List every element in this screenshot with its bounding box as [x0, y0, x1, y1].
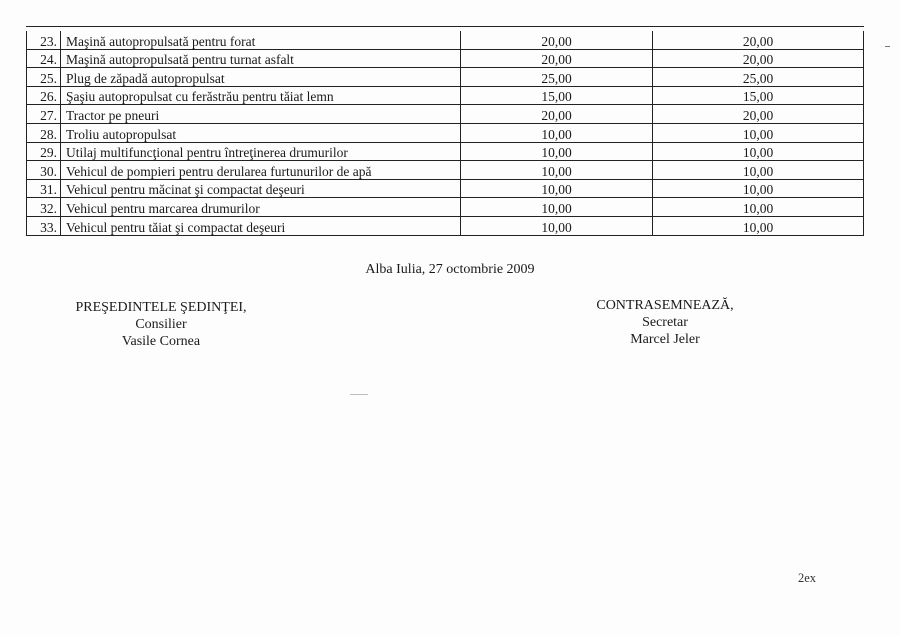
row-number: 33. — [27, 217, 61, 235]
table-row — [26, 105, 864, 124]
vehicle-name: Vehicul pentru tăiat şi compactat deşeuri — [61, 217, 461, 235]
value-column-1: 10,00 — [461, 161, 653, 179]
value-column-1: 10,00 — [461, 198, 653, 216]
table-row — [26, 124, 864, 143]
signature-block-president — [66, 299, 256, 350]
vehicles-table — [26, 31, 864, 236]
copies-note: 2ex — [798, 571, 817, 585]
table-row — [26, 50, 864, 69]
table-row — [26, 143, 864, 162]
table-top-rule — [26, 26, 864, 27]
value-column-1: 10,00 — [461, 180, 653, 198]
table-row — [26, 31, 864, 50]
value-column-1: 10,00 — [461, 124, 653, 142]
signature-role: Secretar — [642, 315, 688, 330]
value-column-1: 15,00 — [461, 87, 653, 105]
value-column-1: 20,00 — [461, 105, 653, 123]
vehicle-name: Utilaj multifuncţional pentru întreţinerea drumurilor — [61, 143, 461, 161]
vehicle-name: Maşină autopropulsată pentru turnat asfalt — [61, 50, 461, 68]
row-number: 25. — [27, 68, 61, 86]
row-number: 28. — [27, 124, 61, 142]
value-column-2: 10,00 — [742, 163, 774, 179]
row-number: 27. — [27, 105, 61, 123]
vehicle-name: Vehicul pentru măcinat şi compactat deşeuri — [61, 180, 461, 198]
place-date: Alba Iulia, 27 octombrie 2009 — [365, 262, 535, 277]
vehicle-name: Tractor pe pneuri — [61, 105, 461, 123]
value-column-2: 10,00 — [742, 219, 774, 235]
table-row — [26, 217, 864, 236]
signature-title: PREŞEDINTELE ŞEDINŢEI, — [75, 300, 247, 315]
table-row — [26, 87, 864, 106]
row-number: 29. — [27, 143, 61, 161]
value-column-1: 10,00 — [461, 217, 653, 235]
row-number: 23. — [27, 31, 61, 49]
value-column-2: 20,00 — [742, 33, 774, 49]
signature-block-secretary — [585, 297, 745, 348]
table-row — [26, 161, 864, 180]
vehicle-name: Maşină autopropulsată pentru forat — [61, 31, 461, 49]
signature-title: CONTRASEMNEAZĂ, — [596, 298, 734, 313]
vehicle-name: Vehicul de pompieri pentru derularea furtunurilor de apă — [61, 161, 461, 179]
row-number: 26. — [27, 87, 61, 105]
scan-speck — [350, 394, 368, 395]
signature-name: Marcel Jeler — [630, 332, 700, 347]
value-column-2: 20,00 — [742, 52, 774, 68]
signature-name: Vasile Cornea — [121, 334, 201, 349]
value-column-1: 25,00 — [461, 68, 653, 86]
vehicle-name: Vehicul pentru marcarea drumurilor — [61, 198, 461, 216]
value-column-2: 20,00 — [742, 107, 774, 123]
vehicle-name: Plug de zăpadă autopropulsat — [61, 68, 461, 86]
value-column-2: 10,00 — [742, 182, 774, 198]
value-column-2: 10,00 — [742, 126, 774, 142]
value-column-2: 10,00 — [742, 200, 774, 216]
value-column-2: 10,00 — [742, 145, 774, 161]
vehicle-name: Şaşiu autopropulsat cu ferăstrău pentru tăiat lemn — [61, 87, 461, 105]
value-column-1: 20,00 — [461, 31, 653, 49]
table-row — [26, 198, 864, 217]
value-column-1: 20,00 — [461, 50, 653, 68]
table-row — [26, 180, 864, 199]
signature-role: Consilier — [135, 317, 187, 332]
row-number: 32. — [27, 198, 61, 216]
vehicle-name: Troliu autopropulsat — [61, 124, 461, 142]
scan-edge-mark — [885, 46, 890, 47]
value-column-2: 15,00 — [742, 89, 774, 105]
table-row — [26, 68, 864, 87]
value-column-2: 25,00 — [742, 70, 774, 86]
row-number: 24. — [27, 50, 61, 68]
row-number: 30. — [27, 161, 61, 179]
value-column-1: 10,00 — [461, 143, 653, 161]
row-number: 31. — [27, 180, 61, 198]
